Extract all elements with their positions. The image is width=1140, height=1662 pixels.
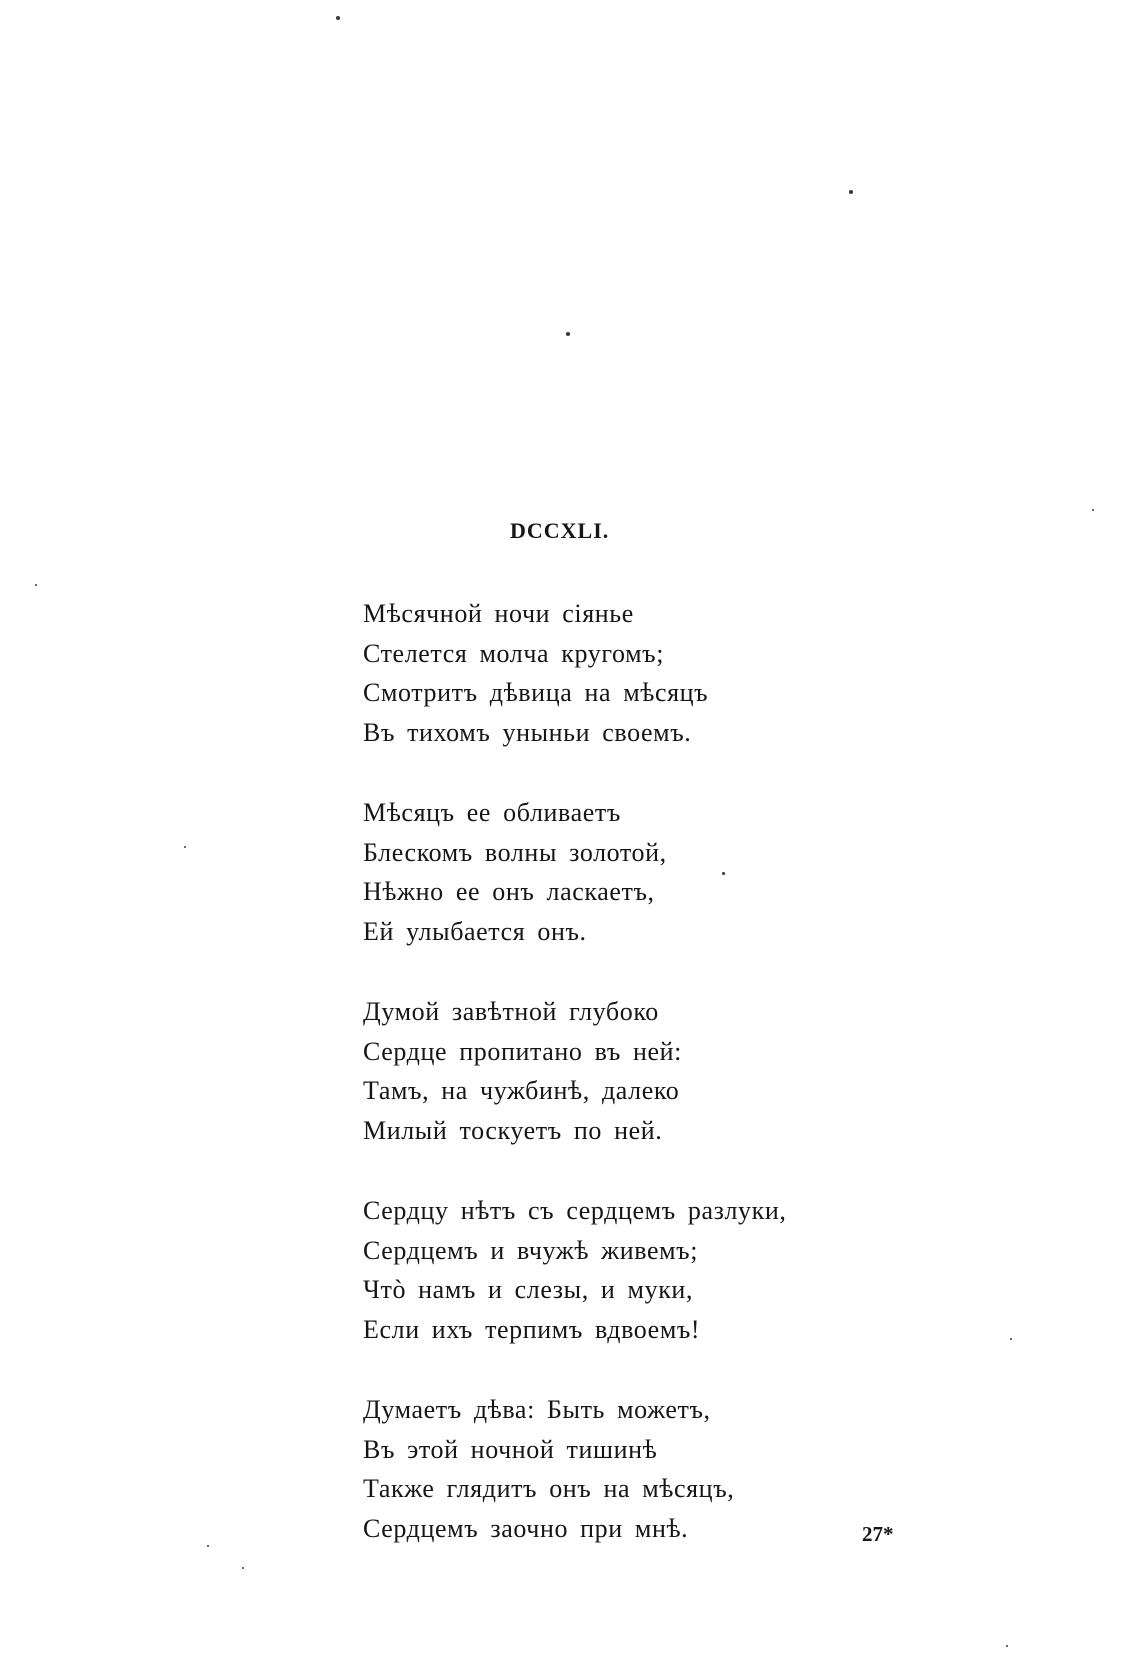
- scan-speck: [35, 584, 37, 586]
- poem-line: Мѣсяцъ ее обливаетъ: [363, 798, 621, 827]
- poem-number-heading: DCCXLI.: [510, 518, 610, 543]
- poem-line: Въ тихомъ уныньи своемъ.: [363, 717, 692, 747]
- scan-speck: [1006, 1645, 1008, 1647]
- stanza-4: [363, 1191, 883, 1349]
- poem-line: Милый тоскуетъ по ней.: [363, 1115, 663, 1145]
- scan-speck: [1010, 1338, 1012, 1340]
- stanza-3: [363, 992, 883, 1150]
- poem-line: Сердцемъ и вчужѣ живемъ;: [363, 1235, 699, 1265]
- poem-line: Мѣсячной ночи сіянье: [363, 599, 634, 628]
- scan-speck: [849, 190, 853, 194]
- stanza-1: [363, 594, 883, 752]
- poem-line: Также глядитъ онъ на мѣсяцъ,: [363, 1474, 735, 1503]
- poem-body: [363, 594, 883, 1589]
- scan-speck: [1092, 509, 1094, 511]
- stanza-5: [363, 1390, 883, 1548]
- scan-speck: [207, 1545, 209, 1547]
- poem-line: Чтò намъ и слезы, и муки,: [363, 1275, 694, 1304]
- poem-line: Сердце пропитано въ ней:: [363, 1036, 682, 1066]
- page-number: 27*: [862, 1522, 894, 1546]
- scan-speck: [566, 332, 570, 336]
- poem-line: Думаетъ дѣва: Быть можетъ,: [363, 1395, 711, 1424]
- poem-line: Думой завѣтной глубоко: [363, 997, 659, 1026]
- poem-line: Ей улыбается онъ.: [363, 916, 587, 946]
- poem-line: Сердцу нѣтъ съ сердцемъ разлуки,: [363, 1196, 787, 1225]
- poem-line: Стелется молча кругомъ;: [363, 638, 665, 668]
- poem-line: Смотритъ дѣвица на мѣсяцъ: [363, 678, 709, 707]
- poem-line: Тамъ, на чужбинѣ, далеко: [363, 1076, 680, 1105]
- poem-line: Въ этой ночной тишинѣ: [363, 1434, 658, 1464]
- scan-speck: [336, 16, 340, 20]
- scan-speck: [242, 1567, 244, 1569]
- scan-speck: [184, 846, 186, 848]
- poem-line: Нѣжно ее онъ ласкаетъ,: [363, 877, 655, 906]
- poem-line: Если ихъ терпимъ вдвоемъ!: [363, 1314, 701, 1344]
- poem-line: Блескомъ волны золотой,: [363, 837, 667, 867]
- stanza-2: [363, 793, 883, 951]
- poem-line: Сердцемъ заочно при мнѣ.: [363, 1513, 689, 1543]
